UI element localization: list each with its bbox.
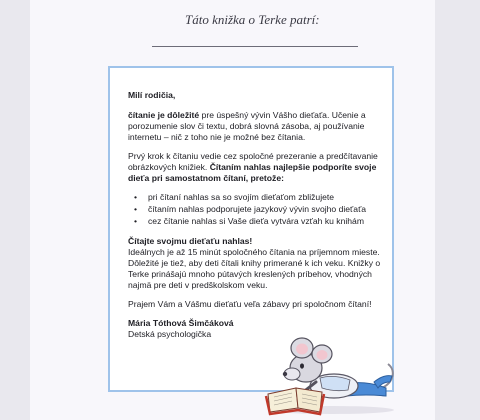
first-step-bold: Čítaním nahlas najlepšie podporíte svoje dieťa pri samostatnom čítaní, pretože: — [128, 162, 377, 183]
bullet-icon: • — [134, 216, 138, 226]
importance-text: pre úspešný vývin Vášho dieťaťa. Učenie a porozumenie slov či textu, dobrá slovná zásoba, aj používanie internetu – nič z toho nie je možné bez čítania. — [128, 110, 366, 142]
bullet-icon: • — [134, 192, 138, 202]
list-item — [128, 204, 390, 215]
paragraph-read-aloud — [128, 236, 390, 291]
signature-name: Mária Tóthová Šimčáková — [128, 318, 234, 328]
letter-body — [128, 90, 390, 340]
read-aloud-heading: Čítajte svojmu dieťaťu nahlas! — [128, 236, 253, 246]
first-step-text: Prvý krok k čítaniu vedie cez spoločné prezeranie a predčítavanie obrázkových knižiek. — [128, 151, 378, 172]
list-item-text: cez čítanie nahlas si Vaše dieťa vytvára vzťah ku knihám — [148, 216, 364, 226]
letter-greeting: Milí rodičia, — [128, 90, 176, 100]
benefits-list — [128, 192, 390, 227]
owner-signature-line — [152, 46, 358, 47]
mouse-reading-book-icon — [262, 330, 398, 416]
list-item-text: pri čítaní nahlas sa so svojím dieťaťom zbližujete — [148, 192, 335, 202]
list-item — [128, 192, 390, 203]
bullet-icon: • — [134, 204, 138, 214]
owner-line: Táto knižka o Terke patrí: — [185, 12, 320, 27]
signature-title: Detská psychologička — [128, 329, 212, 339]
list-item-text: čítaním nahlas podporujete jazykový vývin svojho dieťaťa — [148, 204, 367, 214]
paragraph-importance — [128, 110, 390, 143]
paragraph-wishes: Prajem Vám a Vášmu dieťaťu veľa zábavy pri spoločnom čítaní! — [128, 299, 372, 309]
paragraph-first-step — [128, 151, 390, 184]
list-item — [128, 216, 390, 227]
importance-bold: čítanie je dôležité — [128, 110, 200, 120]
read-aloud-text: Ideálnych je až 15 minút spoločného čítania na príjemnom mieste. Dôležité je tiež, aby deti čítali knihy primerané k ich veku. Knižky o Terke prinášajú mnoho pútavých kreslených príbehov, vhodných najmä pre deti v predškolskom veku. — [128, 247, 381, 290]
